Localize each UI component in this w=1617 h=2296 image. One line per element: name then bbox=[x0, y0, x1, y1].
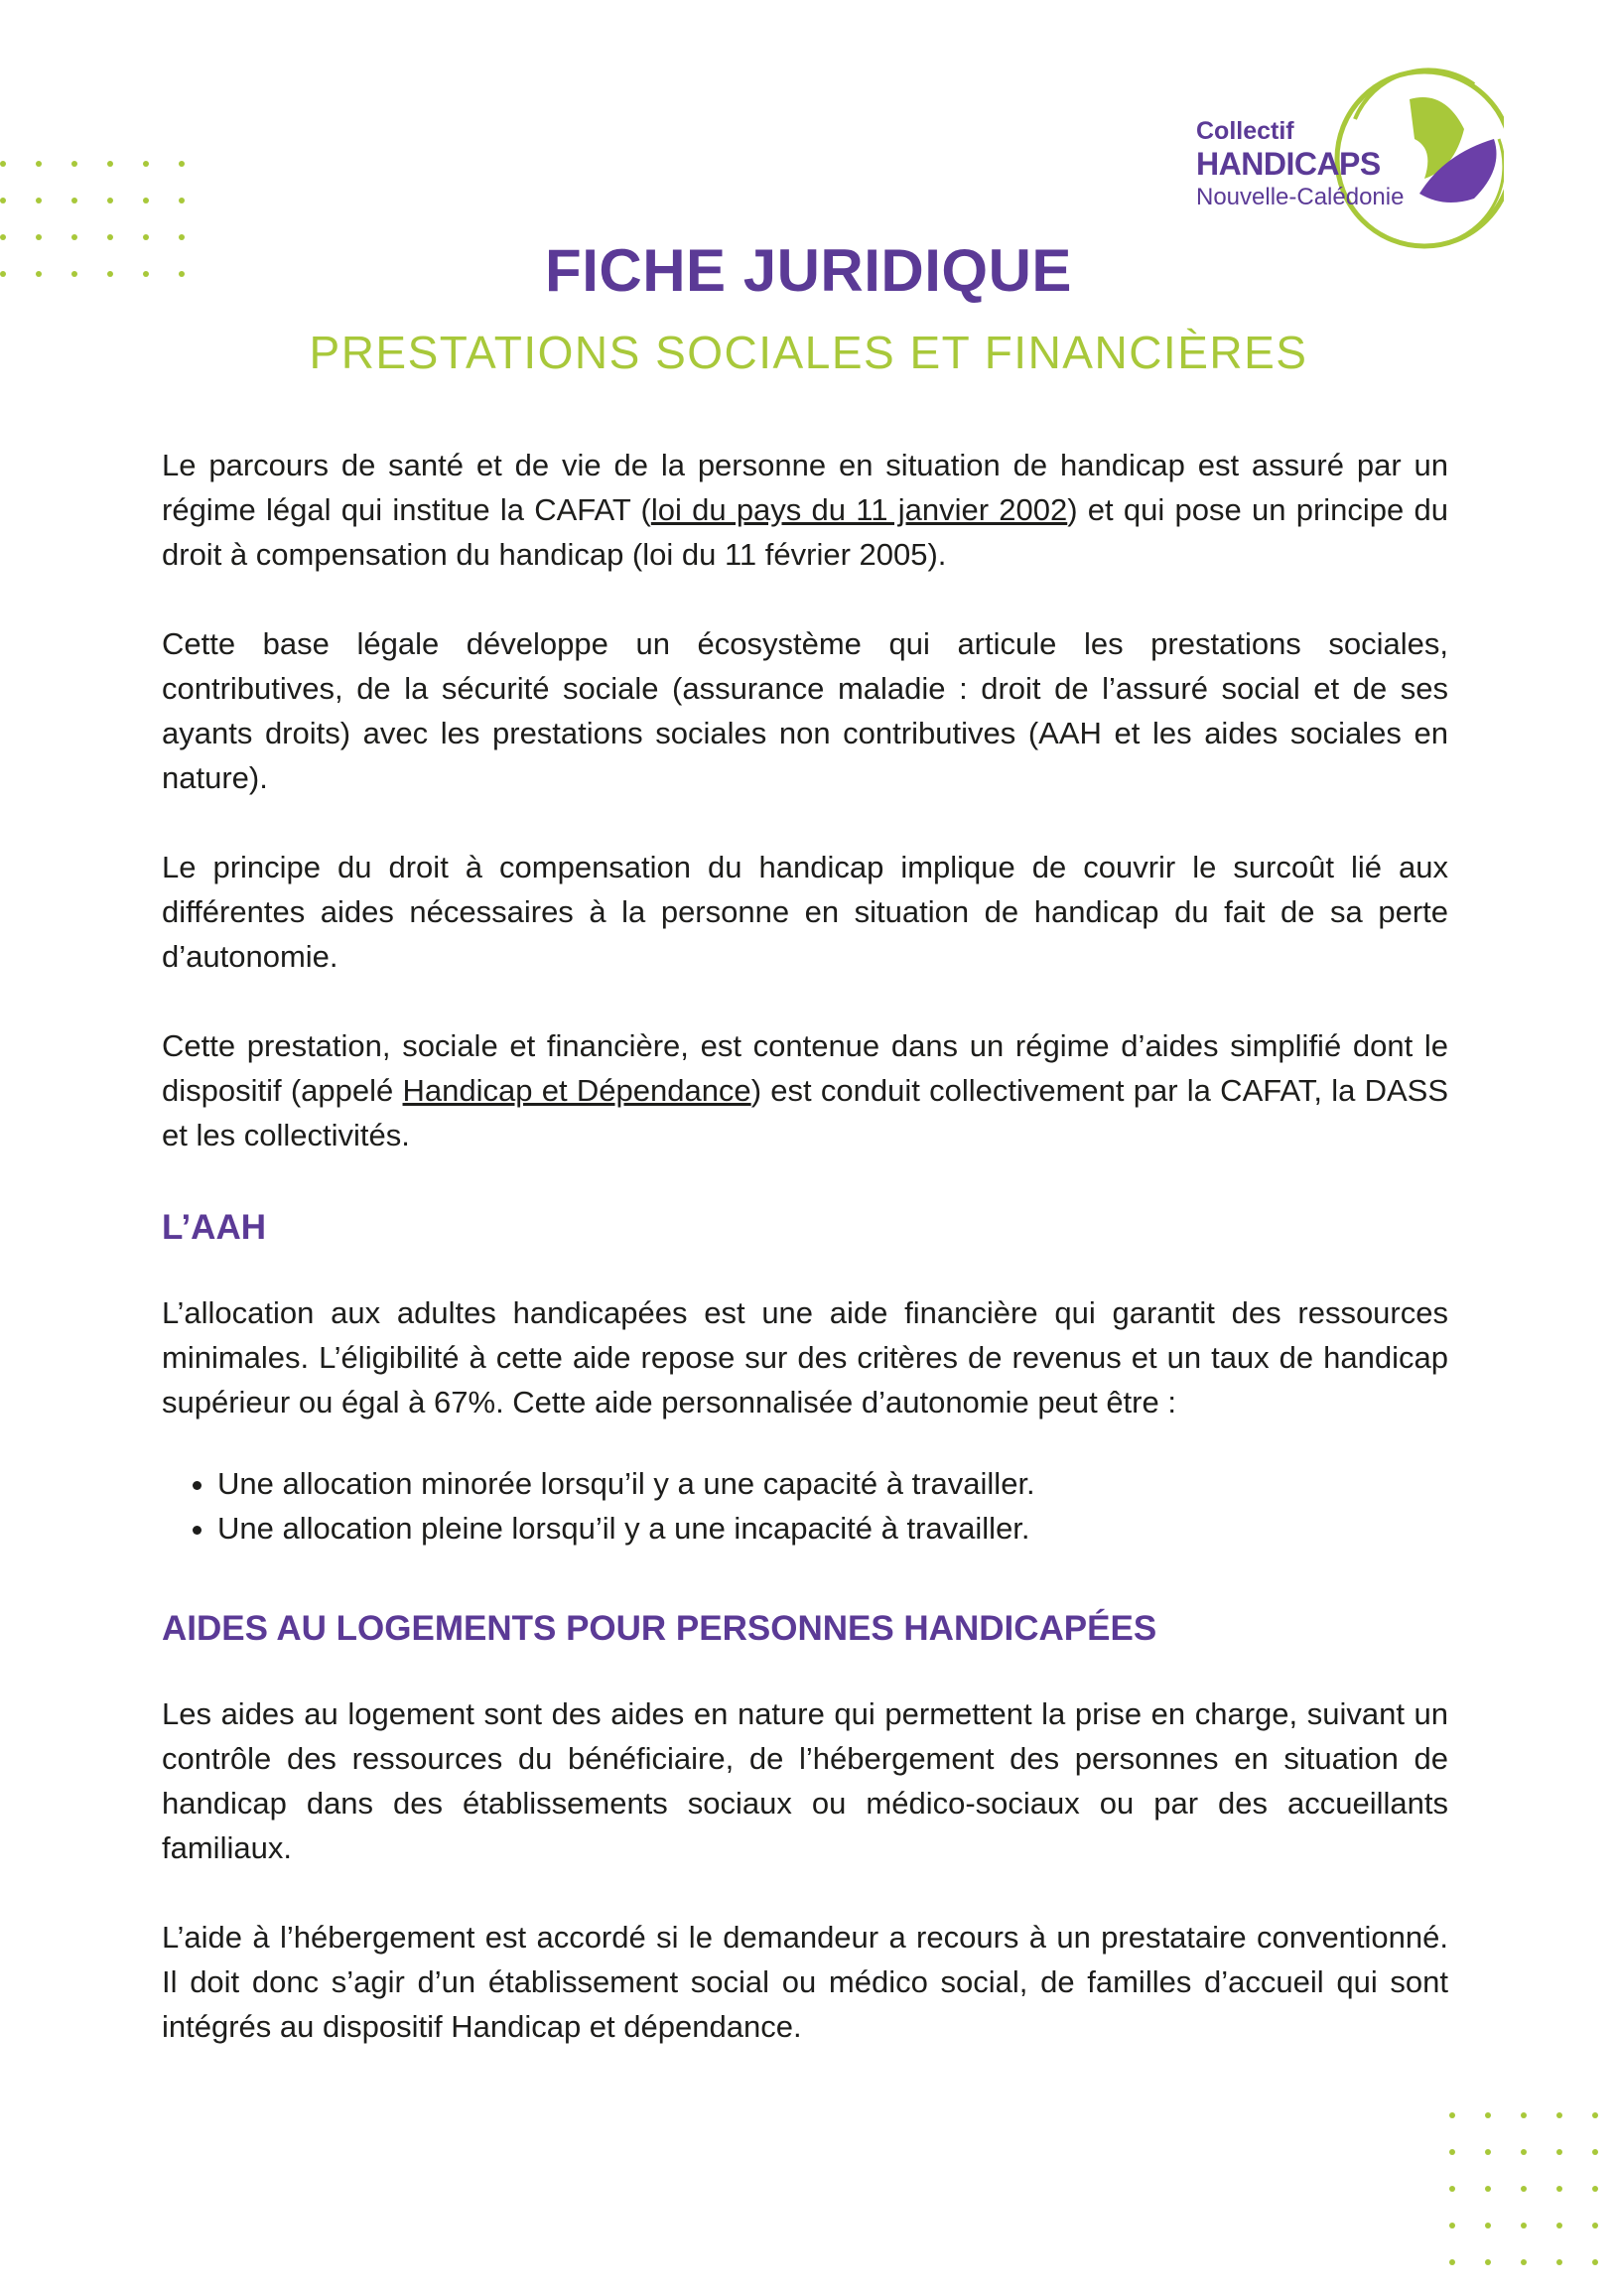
handicap-dependance-link[interactable]: Handicap et Dépendance bbox=[402, 1073, 751, 1108]
page-subtitle: PRESTATIONS SOCIALES ET FINANCIÈRES bbox=[309, 327, 1308, 378]
section-heading-logement: AIDES AU LOGEMENTS POUR PERSONNES HANDICAPÉES bbox=[162, 1609, 1157, 1648]
logo-line-3: Nouvelle-Calédonie bbox=[1196, 184, 1405, 210]
paragraph-aah: L’allocation aux adultes handicapées est une aide financière qui garantit des ressources minimales. L’éligibilité à cette aide repose sur des critères de revenus et un taux de handicap supérieur ou égal à 67%. Cette aide personnalisée d’autonomie peut être : bbox=[162, 1295, 1448, 1419]
section-heading-aah: L’AAH bbox=[162, 1208, 266, 1247]
list-item: • Une allocation minorée lorsqu’il y a une capacité à travailler. bbox=[217, 1461, 1448, 1506]
paragraph-dispositif: Cette prestation, sociale et financière, est contenue dans un régime d’aides simplifié dont le dispositif (appelé Handicap et Dépendance) est conduit collectivement par la CAFAT, la DASS et les collectivités. bbox=[162, 1028, 1449, 1152]
collectif-handicaps-logo bbox=[1196, 60, 1504, 258]
paragraph-ecosystem: Cette base légale développe un écosystème qui articule les prestations sociales, contributives, de la sécurité sociale (assurance maladie : droit de l’assuré social et de ses ayants droits) avec les prestations sociales non contributives (AAH et les aides sociales en nature). bbox=[162, 626, 1448, 795]
logo-line-1: Collectif bbox=[1196, 117, 1294, 145]
list-item: • Une allocation pleine lorsqu’il y a une incapacité à travailler. bbox=[217, 1506, 1448, 1551]
law-link-2002[interactable]: loi du pays du 11 janvier 2002 bbox=[650, 492, 1068, 527]
logo-line-2: HANDICAPS bbox=[1196, 146, 1381, 182]
decorative-dots-bottom-right bbox=[1449, 2112, 1617, 2296]
document-body bbox=[162, 443, 1448, 2093]
paragraph-compensation: Le principe du droit à compensation du handicap implique de couvrir le surcoût lié aux différentes aides nécessaires à la personne en situation de handicap du fait de sa perte d’autonomie. bbox=[162, 850, 1448, 974]
paragraph-cafat: Le parcours de santé et de vie de la personne en situation de handicap est assuré par un régime légal qui institue la CAFAT (loi du pays du 11 janvier 2002) et qui pose un principe du droit à compensation du handicap (loi du 11 février 2005). bbox=[162, 448, 1449, 572]
paragraph-logement-2: L’aide à l’hébergement est accordé si le demandeur a recours à un prestataire conventionné. Il doit donc s’agir d’un établissement social ou médico social, de familles d’accueil qui sont intégrés au dispositif Handicap et dépendance. bbox=[162, 1920, 1448, 2044]
aah-bullet-list bbox=[162, 1461, 1448, 1551]
paragraph-logement-1: Les aides au logement sont des aides en nature qui permettent la prise en charge, suivant un contrôle des ressources du bénéficiaire, de l’hébergement des personnes en situation de handicap dans des établissements sociaux ou médico-sociaux ou par des accueillants familiaux. bbox=[162, 1696, 1448, 1865]
page-title: FICHE JURIDIQUE bbox=[545, 237, 1072, 304]
